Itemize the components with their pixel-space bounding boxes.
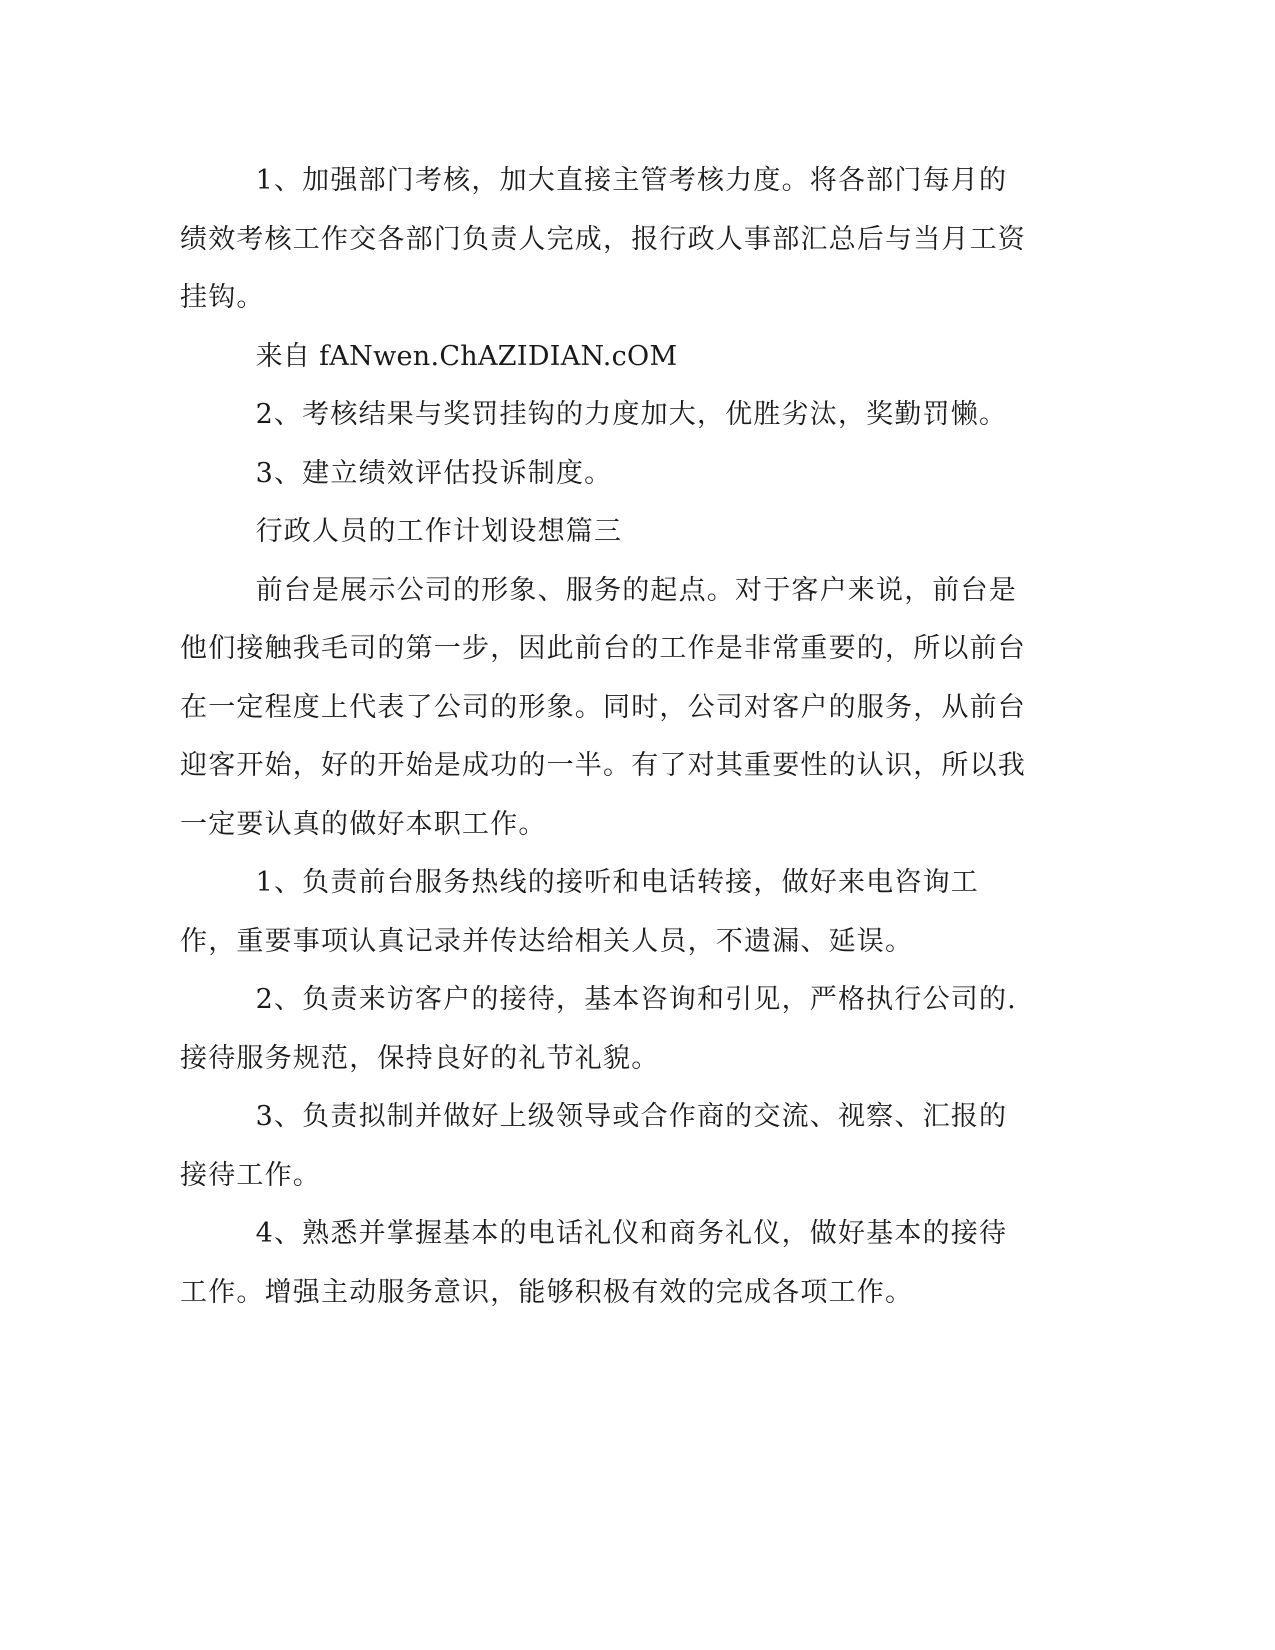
paragraph-duty-2: 2、负责来访客户的接待，基本咨询和引见，严格执行公司的.接待服务规范，保持良好的礼节礼貌。 — [180, 984, 1017, 1074]
paragraph-front-desk-intro: 前台是展示公司的形象、服务的起点。对于客户来说，前台是他们接触我毛司的第一步，因此前台的工作是非常重要的，所以前台在一定程度上代表了公司的形象。同时，公司对客户的服务，从前台迎客开始，好的开始是成功的一半。有了对其重要性的认识，所以我一定要认真的做好本职工作。 — [180, 574, 1026, 840]
paragraph-assessment-item-3: 3、建立绩效评估投诉制度。 — [255, 457, 613, 489]
document-body — [180, 152, 1030, 1322]
section-heading: 行政人员的工作计划设想篇三 — [255, 516, 623, 547]
paragraph-assessment-item-2: 2、考核结果与奖罚挂钩的力度加大，优胜劣汰，奖勤罚懒。 — [255, 399, 1008, 430]
source-line: 来自 fANwen.ChAZIDIAN.cOM — [255, 340, 678, 372]
paragraph-duty-1: 1、负责前台服务热线的接听和电话转接，做好来电咨询工作，重要事项认真记录并传达给相关人员，不遗漏、延误。 — [180, 867, 979, 957]
paragraph-assessment-item-1: 1、加强部门考核，加大直接主管考核力度。将各部门每月的绩效考核工作交各部门负责人完成，报行政人事部汇总后与当月工资挂钩。 — [180, 165, 1026, 313]
paragraph-duty-3: 3、负责拟制并做好上级领导或合作商的交流、视察、汇报的接待工作。 — [180, 1101, 1008, 1191]
paragraph-duty-4: 4、熟悉并掌握基本的电话礼仪和商务礼仪，做好基本的接待工作。增强主动服务意识，能够积极有效的完成各项工作。 — [180, 1218, 1008, 1308]
